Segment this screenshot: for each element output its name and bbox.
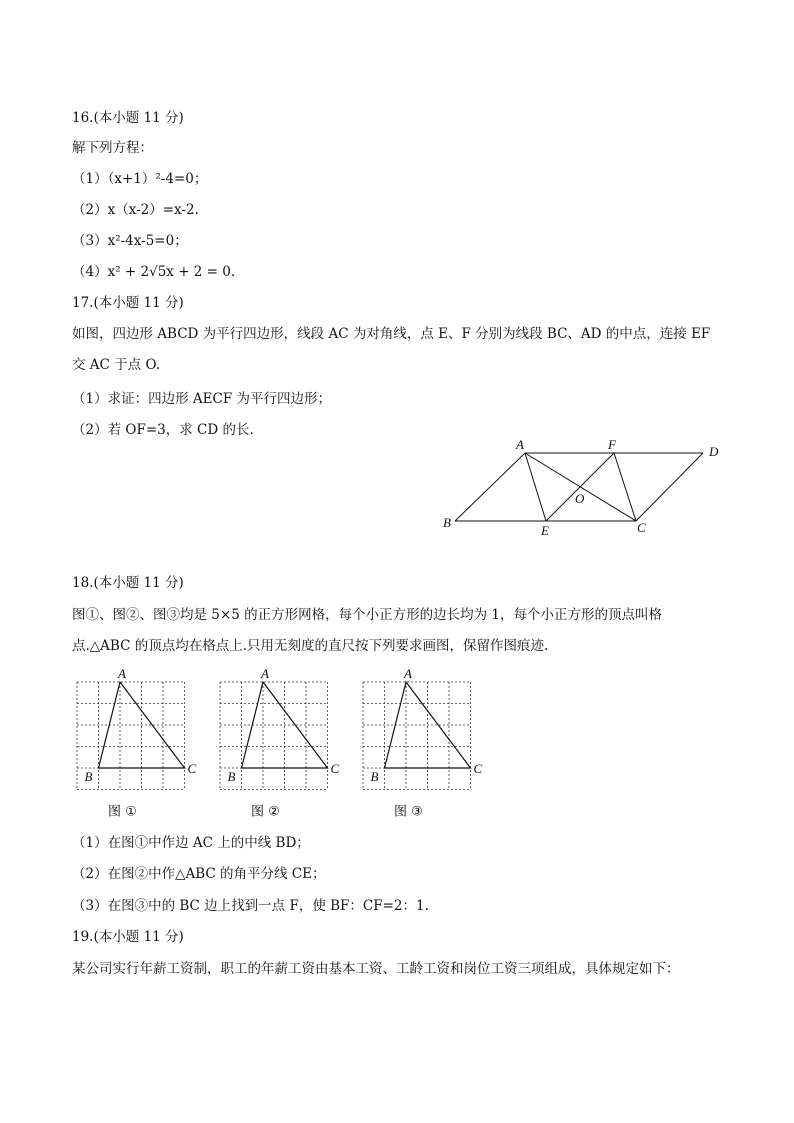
- q18-item-1: （1）在图①中作边 AC 上的中线 BD；: [72, 835, 310, 851]
- q18-text-line2: 点.△ABC 的顶点均在格点上.只用无刻度的直尺按下列要求画图，保留作图痕迹.: [72, 638, 549, 654]
- label-a: A: [261, 666, 269, 681]
- q16-item-4: （4）x² + 2√5x + 2 = 0.: [72, 264, 236, 280]
- label-a: A: [404, 666, 412, 681]
- q17-item-1: （1）求证：四边形 AECF 为平行四边形；: [72, 391, 331, 407]
- label-o: O: [575, 491, 585, 506]
- q18-item-2: （2）在图②中作△ABC 的角平分线 CE；: [72, 866, 326, 882]
- q16-item-1: （1）（x+1）²-4=0；: [72, 171, 208, 187]
- label-a: A: [516, 437, 524, 452]
- label-c: C: [330, 761, 340, 776]
- label-b: B: [84, 769, 93, 784]
- q19-text-line1: 某公司实行年薪工资制，职工的年薪工资由基本工资、工龄工资和岗位工资三项组成，具体规定如下：: [72, 961, 680, 977]
- label-c: C: [637, 520, 646, 535]
- figure-caption: 图 ②: [251, 804, 280, 820]
- label-b: B: [443, 515, 451, 530]
- q16-instruction: 解下列方程：: [72, 140, 153, 156]
- label-b: B: [227, 769, 236, 784]
- grid-figure-2: [220, 666, 340, 820]
- label-f: F: [608, 437, 616, 452]
- q18-text-line1: 图①、图②、图③均是 5×5 的正方形网格，每个小正方形的边长均为 1，每个小正方形的顶点叫格: [72, 607, 662, 623]
- q16-heading: 16.(本小题 11 分): [72, 110, 184, 126]
- q17-heading: 17.(本小题 11 分): [72, 295, 184, 311]
- label-a: A: [118, 666, 126, 681]
- grid-figure-3: [363, 666, 483, 820]
- q17-text-line2: 交 AC 于点 O.: [72, 357, 161, 373]
- figure-caption: 图 ①: [108, 804, 137, 820]
- q17-text-line1: 如图，四边形 ABCD 为平行四边形，线段 AC 为对角线，点 E、F 分别为线段 BC、AD 的中点，连接 EF: [72, 326, 711, 342]
- q18-heading: 18.(本小题 11 分): [72, 575, 184, 591]
- q19-heading: 19.(本小题 11 分): [72, 929, 184, 945]
- q16-item-3: （3）x²-4x-5=0；: [72, 233, 188, 249]
- label-b: B: [370, 769, 379, 784]
- figure-caption: 图 ③: [394, 804, 423, 820]
- label-c: C: [187, 761, 197, 776]
- q17-item-2: （2）若 OF=3，求 CD 的长.: [72, 422, 254, 438]
- grid-figure-1: [77, 666, 197, 820]
- label-e: E: [541, 523, 549, 538]
- q16-item-2: （2）x（x-2）=x-2.: [72, 202, 199, 218]
- label-d: D: [709, 444, 719, 459]
- q18-item-3: （3）在图③中的 BC 边上找到一点 F，使 BF：CF=2：1.: [72, 898, 429, 914]
- label-c: C: [473, 761, 483, 776]
